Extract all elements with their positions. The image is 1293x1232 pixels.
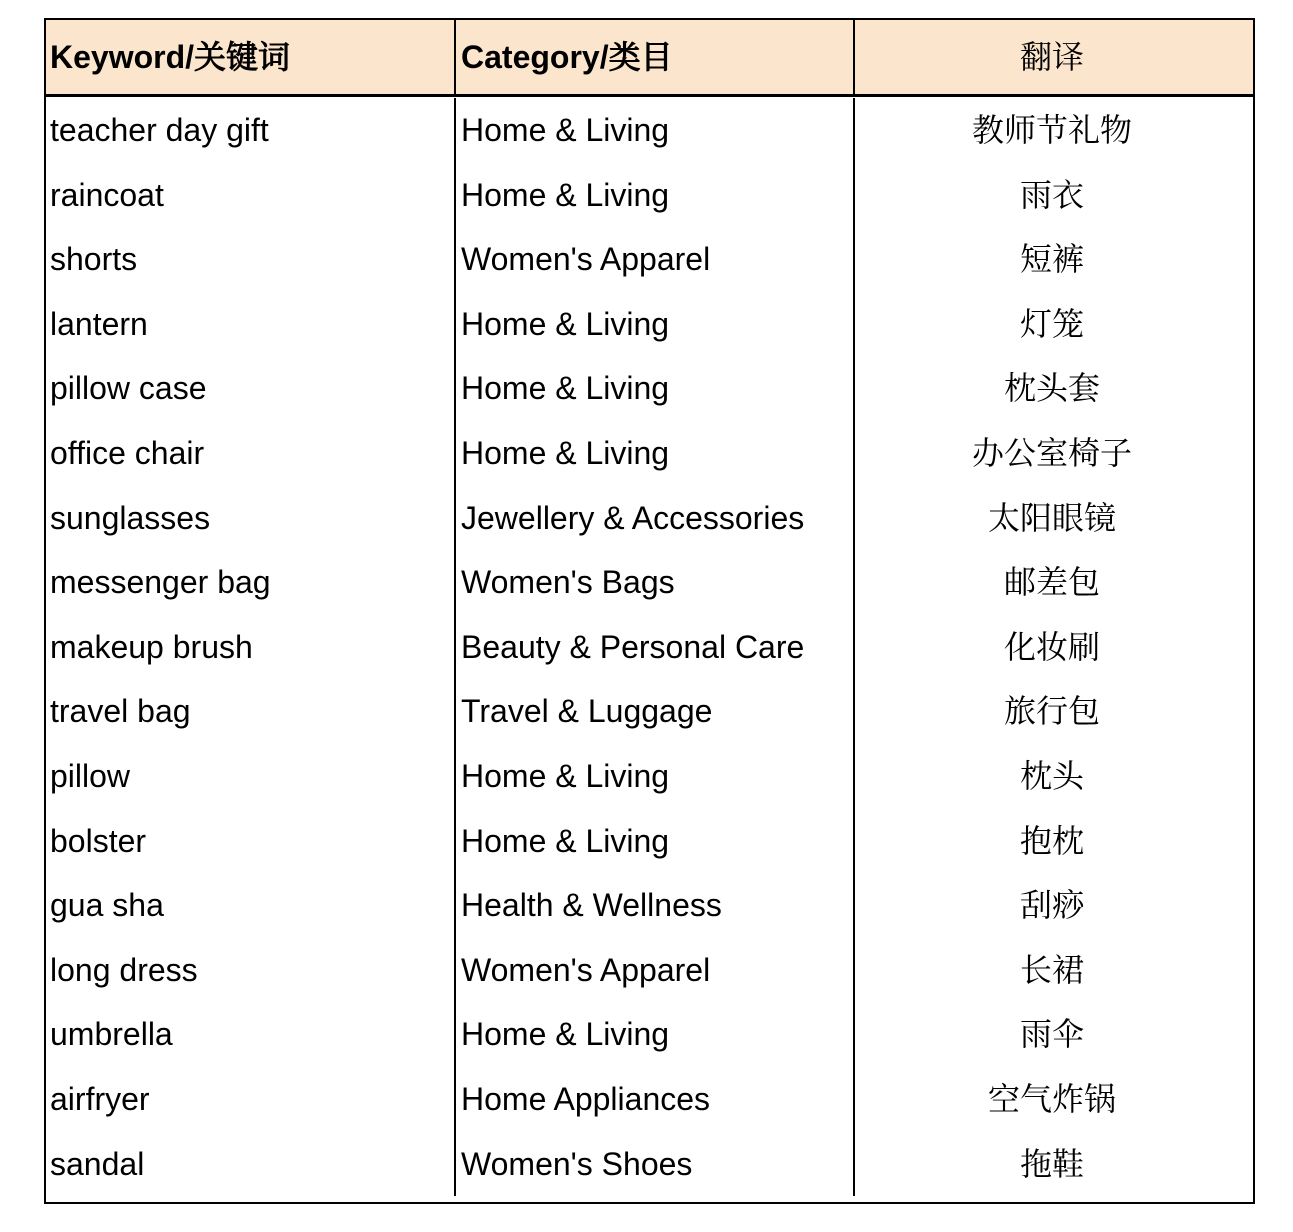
translation-cell: 拖鞋 [1019,1145,1084,1182]
keyword-cell: travel bag [46,679,456,744]
table-row [46,421,1253,486]
table-header-row [46,20,1253,97]
keyword-cell: bolster [46,809,456,874]
translation-cell: 化妆刷 [1003,628,1100,665]
keyword-table [44,18,1255,1204]
category-cell: Home & Living [456,98,855,163]
category-cell: Home & Living [456,292,855,357]
table-row [46,744,1253,809]
table-row [46,873,1253,938]
table-row [46,615,1253,680]
translation-cell: 长裙 [1019,951,1084,988]
keyword-cell: raincoat [46,163,456,228]
category-cell: Women's Shoes [456,1132,855,1197]
translation-cell: 枕头 [1019,757,1084,794]
category-cell: Beauty & Personal Care [456,615,855,680]
keyword-cell: pillow [46,744,456,809]
table-row [46,1067,1253,1132]
keyword-cell: lantern [46,292,456,357]
translation-cell: 邮差包 [1003,564,1100,601]
keyword-cell: pillow case [46,356,456,421]
keyword-cell: office chair [46,421,456,486]
header-keyword: Keyword/关键词 [46,20,456,94]
category-cell: Travel & Luggage [456,679,855,744]
category-cell: Home & Living [456,1002,855,1067]
category-cell: Home & Living [456,809,855,874]
category-cell: Home & Living [456,421,855,486]
table-row [46,98,1253,163]
keyword-cell: sandal [46,1132,456,1197]
keyword-cell: sunglasses [46,486,456,551]
keyword-cell: messenger bag [46,550,456,615]
table-row [46,679,1253,744]
translation-cell: 太阳眼镜 [987,499,1116,536]
table-row [46,1132,1253,1197]
keyword-cell: gua sha [46,873,456,938]
keyword-cell: shorts [46,227,456,292]
table-row [46,227,1253,292]
category-cell: Home Appliances [456,1067,855,1132]
category-cell: Women's Apparel [456,227,855,292]
category-cell: Home & Living [456,356,855,421]
keyword-cell: makeup brush [46,615,456,680]
keyword-cell: umbrella [46,1002,456,1067]
table-row [46,1002,1253,1067]
translation-cell: 办公室椅子 [971,434,1132,471]
translation-cell: 短裤 [1019,241,1084,278]
category-cell: Health & Wellness [456,873,855,938]
table-row [46,356,1253,421]
category-cell: Home & Living [456,163,855,228]
category-cell: Women's Bags [456,550,855,615]
table-row [46,938,1253,1003]
table-row [46,486,1253,551]
translation-cell: 空气炸锅 [987,1080,1116,1117]
header-category: Category/类目 [456,20,855,94]
translation-cell: 旅行包 [1003,693,1100,730]
table-row [46,292,1253,357]
category-cell: Home & Living [456,744,855,809]
translation-cell: 雨衣 [1019,176,1084,213]
table-body [46,97,1253,1202]
category-cell: Jewellery & Accessories [456,486,855,551]
translation-cell: 灯笼 [1019,305,1084,342]
category-cell: Women's Apparel [456,938,855,1003]
translation-cell: 抱枕 [1019,822,1084,859]
translation-cell: 雨伞 [1019,1016,1084,1053]
keyword-cell: airfryer [46,1067,456,1132]
translation-cell: 刮痧 [1019,887,1084,924]
table-row [46,809,1253,874]
translation-cell: 枕头套 [1003,370,1100,407]
table-row [46,163,1253,228]
keyword-cell: teacher day gift [46,98,456,163]
table-row [46,550,1253,615]
translation-cell: 教师节礼物 [971,112,1132,148]
keyword-cell: long dress [46,938,456,1003]
header-translation: 翻译 [1019,39,1084,75]
